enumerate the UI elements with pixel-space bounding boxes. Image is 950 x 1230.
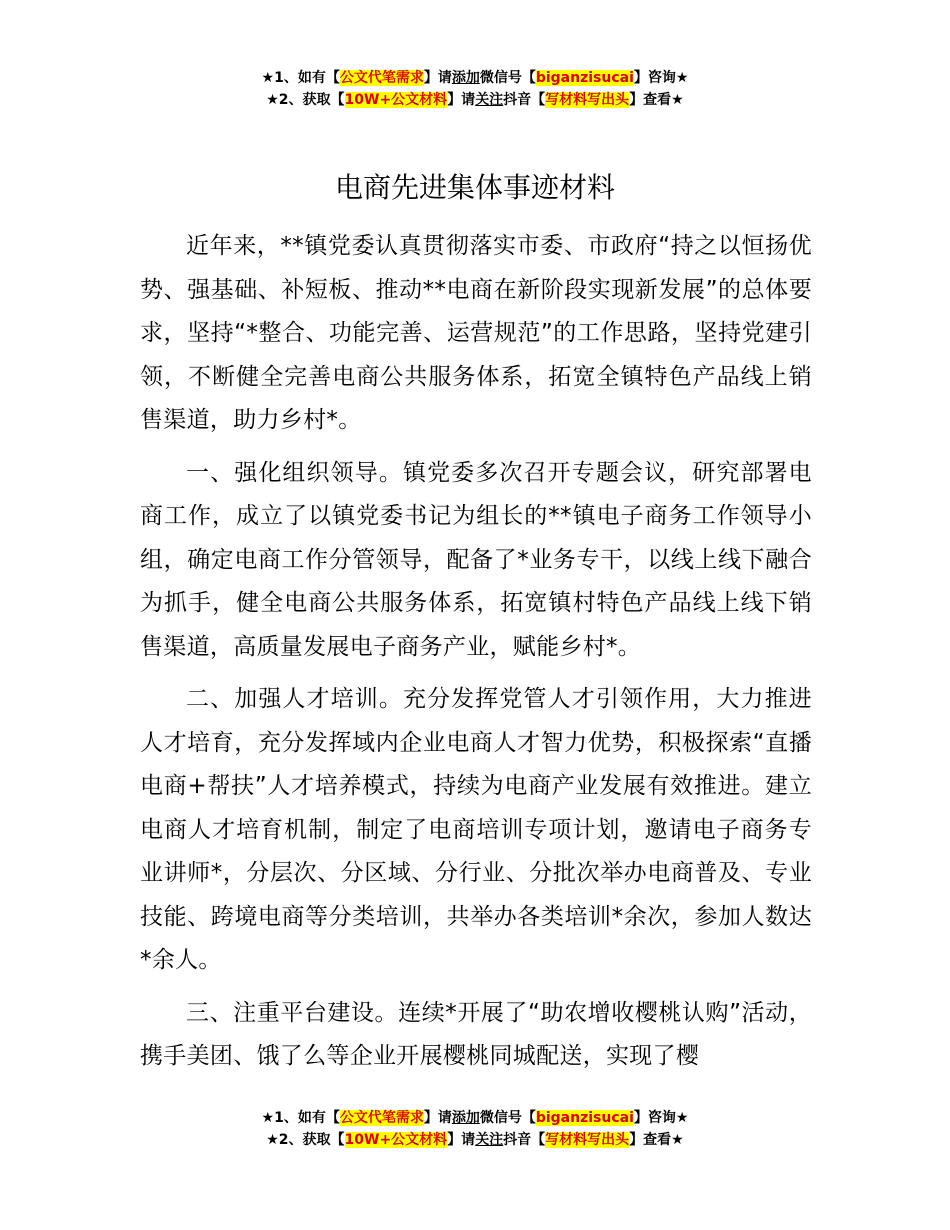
banner-highlight: 公文代笔需求 <box>339 1110 424 1126</box>
banner-text: ★1、如有【 <box>261 1110 340 1126</box>
banner-highlight: biganzisucai <box>535 1110 634 1126</box>
paragraph-intro: 近年来，**镇党委认真贯彻落实市委、市政府“持之以恒扬优势、强基础、补短板、推动**电商在新阶段实现新发展”的总体要求，坚持“*整合、功能完善、运营规范”的工作思路，坚持党建引领，不断健全完善电商公共服务体系，拓宽全镇特色产品线上销售渠道，助力乡村*。 <box>140 233 812 433</box>
banner-text: 】查看★ <box>629 92 684 108</box>
header-banner <box>0 67 950 111</box>
banner-text: 】查看★ <box>629 1132 684 1148</box>
banner-text: 微信号【 <box>479 70 536 86</box>
banner-line-1 <box>0 1107 950 1129</box>
banner-underlined: 添加 <box>451 70 480 86</box>
banner-text: 】咨询★ <box>633 70 689 86</box>
banner-text: 抖音【 <box>503 92 546 108</box>
banner-line-2 <box>0 1129 950 1151</box>
document-body <box>140 225 812 1088</box>
banner-line-1 <box>0 67 950 89</box>
banner-line-2 <box>0 89 950 111</box>
banner-highlight: 写材料写出头 <box>545 1132 630 1148</box>
banner-text: 微信号【 <box>479 1110 536 1126</box>
banner-underlined: 关注 <box>475 1132 504 1148</box>
banner-underlined: 关注 <box>475 92 504 108</box>
banner-text: 抖音【 <box>503 1132 546 1148</box>
footer-banner <box>0 1107 950 1151</box>
paragraph-section-1: 一、强化组织领导。镇党委多次召开专题会议，研究部署电商工作，成立了以镇党委书记为组长的**镇电子商务工作领导小组，确定电商工作分管领导，配备了*业务专干，以线上线下融合为抓手，健全电商公共服务体系，拓宽镇村特色产品线上线下销售渠道，高质量发展电子商务产业，赋能乡村*。 <box>140 459 812 660</box>
document-title: 电商先进集体事迹材料 <box>334 171 615 204</box>
banner-highlight: 10W+公文材料 <box>344 92 448 108</box>
banner-highlight: biganzisucai <box>535 70 634 86</box>
banner-text: ★2、获取【 <box>266 1132 345 1148</box>
banner-underlined: 添加 <box>451 1110 480 1126</box>
banner-text: 】咨询★ <box>633 1110 689 1126</box>
banner-highlight: 写材料写出头 <box>545 92 630 108</box>
banner-text: 】请 <box>447 1132 476 1148</box>
paragraph-section-2: 二、加强人才培训。充分发挥党管人才引领作用，大力推进人才培育，充分发挥域内企业电商人才智力优势，积极探索“直播电商+帮扶”人才培养模式，持续为电商产业发展有效推进。建立电商人才培育机制，制定了电商培训专项计划，邀请电子商务专业讲师*，分层次、分区域、分行业、分批次举办电商普及、专业技能、跨境电商等分类培训，共举办各类培训*余次，参加人数达*余人。 <box>140 686 812 973</box>
paragraph-section-3: 三、注重平台建设。连续*开展了“助农增收樱桃认购”活动，携手美团、饿了么等企业开展樱桃同城配送，实现了樱 <box>140 999 812 1069</box>
banner-text: ★2、获取【 <box>266 92 345 108</box>
banner-text: 】请 <box>447 92 476 108</box>
banner-text: 】请 <box>423 1110 452 1126</box>
banner-highlight: 公文代笔需求 <box>339 70 424 86</box>
banner-text: ★1、如有【 <box>261 70 340 86</box>
banner-highlight: 10W+公文材料 <box>344 1132 448 1148</box>
banner-text: 】请 <box>423 70 452 86</box>
